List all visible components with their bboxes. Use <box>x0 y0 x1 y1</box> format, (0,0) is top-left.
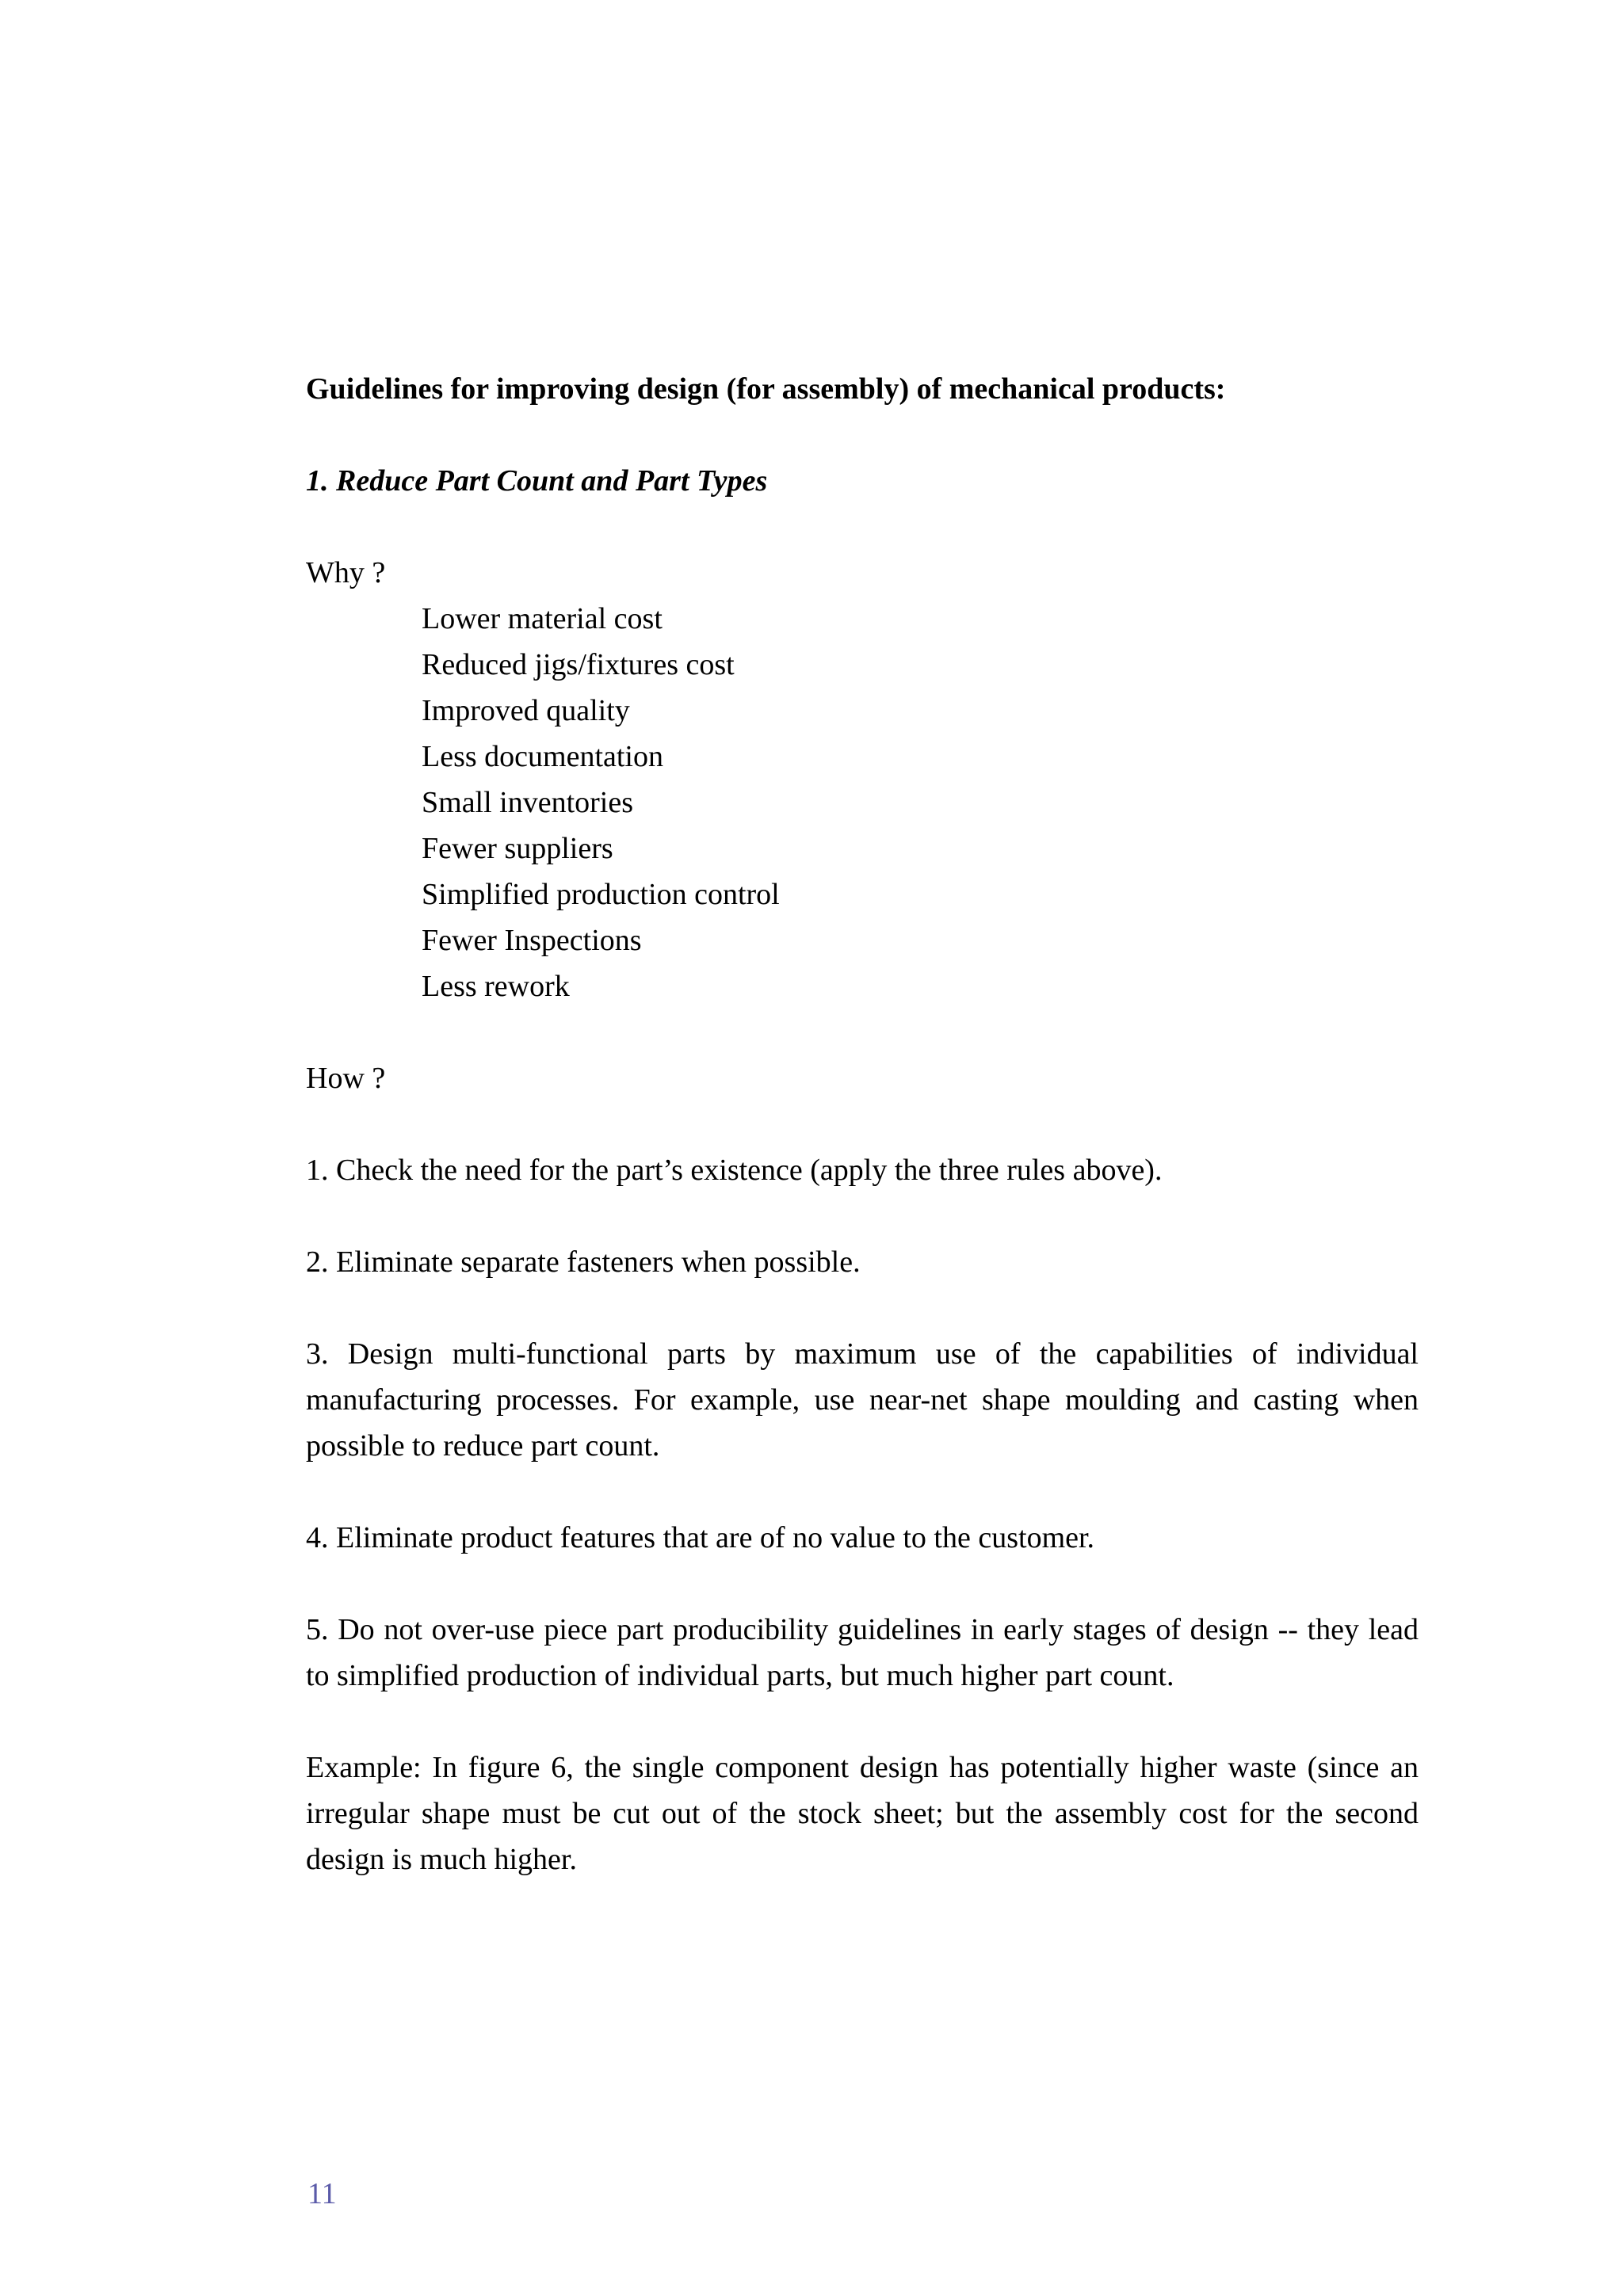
step-paragraph: 4. Eliminate product features that are of no value to the customer. <box>306 1521 1095 1554</box>
reason-item: Reduced jigs/fixtures cost <box>422 648 735 681</box>
reasons-list <box>306 596 1419 1009</box>
reason-item: Fewer Inspections <box>422 924 642 957</box>
document-body <box>306 366 1419 1928</box>
reason-item: Lower material cost <box>422 602 663 635</box>
page-heading: Guidelines for improving design (for assembly) of mechanical products: <box>306 372 1226 406</box>
how-label: How ? <box>306 1062 386 1095</box>
step-paragraph: 3. Design multi-functional parts by maximum use of the capabilities of individual manufacturing processes. For example, use near-net shape moulding and casting when possible to reduce part count. <box>306 1337 1419 1463</box>
step-paragraph: 5. Do not over-use piece part producibility guidelines in early stages of design -- they lead to simplified production of individual parts, but much higher part count. <box>306 1613 1419 1692</box>
page-number: 11 <box>307 2177 337 2210</box>
reason-item: Fewer suppliers <box>422 832 613 865</box>
reason-item: Small inventories <box>422 786 634 819</box>
example-paragraph: Example: In figure 6, the single component design has potentially higher waste (since an irregular shape must be cut out of the stock sheet; but the assembly cost for the second design is much higher. <box>306 1751 1419 1876</box>
step-paragraph: 1. Check the need for the part’s existence (apply the three rules above). <box>306 1154 1163 1187</box>
reason-item: Less documentation <box>422 740 663 773</box>
why-label: Why ? <box>306 556 386 589</box>
reason-item: Simplified production control <box>422 878 780 911</box>
section-title: 1. Reduce Part Count and Part Types <box>306 464 768 498</box>
reason-item: Less rework <box>422 970 570 1003</box>
step-paragraph: 2. Eliminate separate fasteners when possible. <box>306 1245 861 1279</box>
reason-item: Improved quality <box>422 694 630 727</box>
